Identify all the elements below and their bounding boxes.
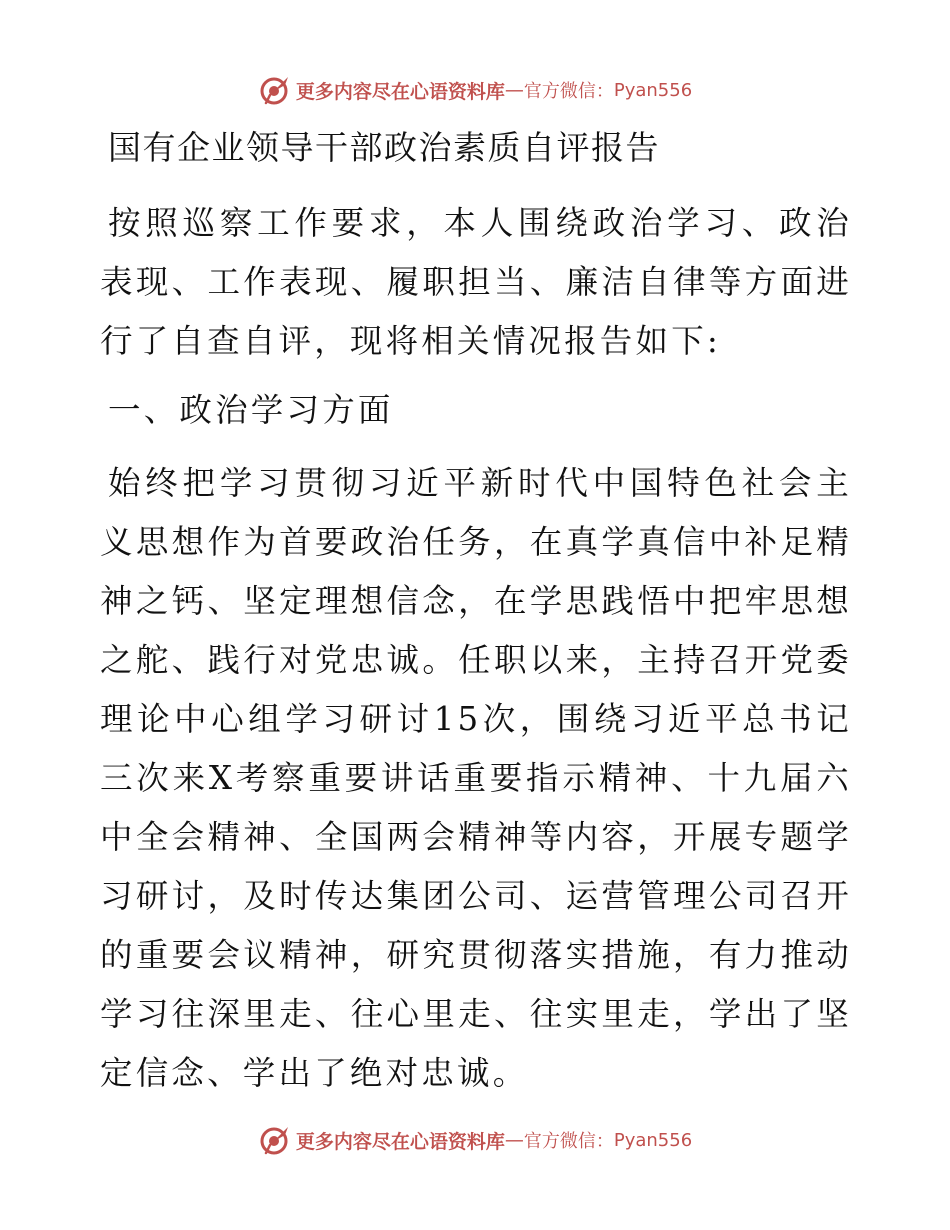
watermark-separator: — xyxy=(504,79,524,101)
intro-paragraph: 按照巡察工作要求，本人围绕政治学习、政治表现、工作表现、履职担当、廉洁自律等方面进行了自查自评，现将相关情况报告如下: xyxy=(100,204,852,360)
section-body-paragraph: 始终把学习贯彻习近平新时代中国特色社会主义思想作为首要政治任务，在真学真信中补足精神之钙、坚定理想信念，在学思践悟中把牢思想之舵、践行对党忠诚。任职以来，主持召开党委理论中心组学习研讨15次，围绕习近平总书记三次来X考察重要讲话重要指示精神、十九届六中全会精神、全国两会精神等内容，开展专题学习研讨，及时传达集团公司、运营管理公司召开的重要会议精神，研究贯彻落实措施，有力推动学习往深里走、往心里走、往实里走，学出了坚定信念、学出了绝对忠诚。 xyxy=(100,464,852,1092)
watermark-wechat-id: Pyan556 xyxy=(613,1129,693,1151)
watermark-text: 更多内容尽在心语资料库 xyxy=(295,1130,505,1153)
watermark-text: 更多内容尽在心语资料库 xyxy=(295,80,505,103)
watermark-banner-top xyxy=(0,68,950,112)
watermark-banner-bottom xyxy=(0,1118,950,1162)
red-feather-circle-icon xyxy=(258,1123,292,1157)
document-body xyxy=(100,120,852,1103)
watermark-label: 官方微信： xyxy=(523,1131,614,1152)
red-feather-circle-icon xyxy=(258,73,292,107)
watermark-label: 官方微信： xyxy=(523,81,614,102)
watermark-wechat-id: Pyan556 xyxy=(613,79,693,101)
document-title: 国有企业领导干部政治素质自评报告 xyxy=(108,128,660,167)
watermark-separator: — xyxy=(504,1129,524,1151)
section-heading: 一、政治学习方面 xyxy=(108,391,394,429)
